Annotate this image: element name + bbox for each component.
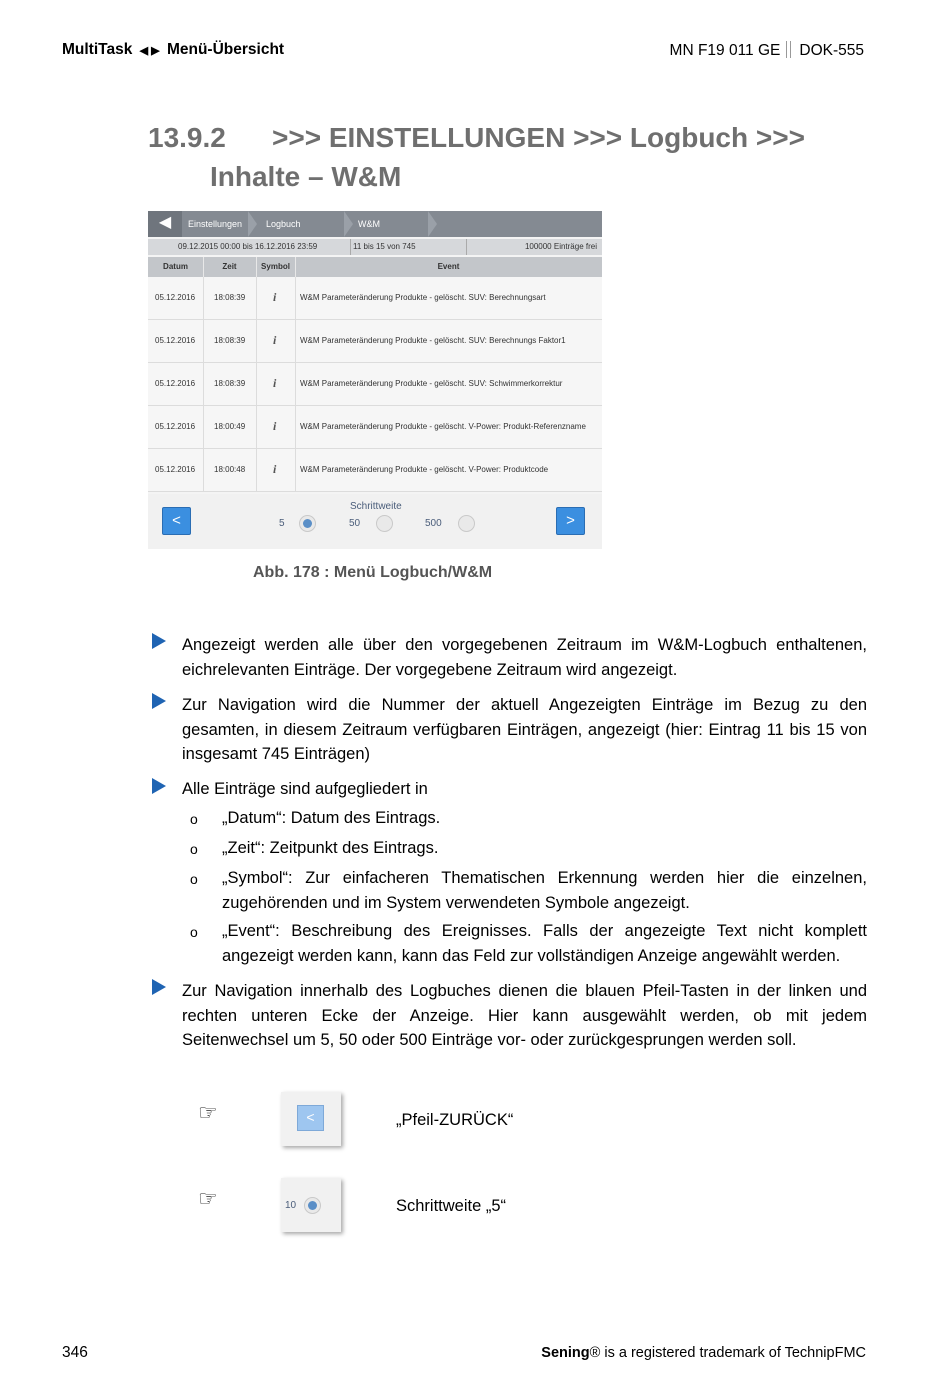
example-label: Schrittweite „5“ bbox=[396, 1197, 507, 1215]
step-option-label: 5 bbox=[279, 518, 285, 529]
table-row[interactable] bbox=[148, 363, 602, 406]
example-radio-image bbox=[281, 1178, 341, 1232]
separator bbox=[786, 41, 791, 58]
bullet-triangle-icon bbox=[152, 778, 166, 794]
date-range: 09.12.2015 00:00 bis 16.12.2016 23:59 bbox=[178, 242, 318, 251]
info-icon: i bbox=[273, 290, 277, 304]
bullet-text: Zur Navigation wird die Nummer der aktuell Angezeigten Einträge im Bezug zu den gesamten, in diesem Zeitraum verfügbaren Einträgen, angezeigt (hier: Eintrag 11 bis 15 von insgesamt 745 Einträgen) bbox=[182, 696, 867, 763]
breadcrumb-item[interactable]: W&M bbox=[358, 219, 380, 229]
sub-bullet-marker: o bbox=[190, 924, 198, 940]
sub-bullet-marker: o bbox=[190, 811, 198, 827]
example-back-button: < bbox=[297, 1105, 324, 1131]
bullet-triangle-icon bbox=[152, 693, 166, 709]
free-entries: 100000 Einträge frei bbox=[524, 242, 597, 251]
col-zeit: Zeit bbox=[222, 262, 237, 271]
trademark-notice bbox=[541, 1345, 866, 1361]
app-name: MultiTask bbox=[62, 41, 133, 58]
pointing-hand-icon: ☞ bbox=[198, 1186, 218, 1211]
breadcrumb-item[interactable]: Logbuch bbox=[266, 219, 301, 229]
col-event: Event bbox=[437, 262, 460, 271]
section-name: Menü-Übersicht bbox=[166, 41, 285, 58]
step-option-label: 500 bbox=[425, 518, 442, 529]
example-label: „Pfeil-ZURÜCK“ bbox=[396, 1111, 514, 1129]
cell-zeit: 18:00:49 bbox=[214, 422, 246, 431]
example-radio-value: 10 bbox=[285, 1200, 297, 1211]
trademark-text: ® is a registered trademark of TechnipFMC bbox=[589, 1345, 866, 1361]
example-back-button-image bbox=[281, 1092, 341, 1146]
logbook-screenshot bbox=[148, 211, 602, 549]
table-header bbox=[148, 257, 602, 277]
col-symbol: Symbol bbox=[261, 262, 290, 271]
bullet-text: Alle Einträge sind aufgegliedert in bbox=[182, 780, 428, 798]
figure-caption: Abb. 178 : Menü Logbuch/W&M bbox=[253, 564, 493, 581]
cell-event[interactable]: W&M Parameteränderung Produkte - gelöscht. V-Power: Produktcode bbox=[300, 465, 549, 474]
info-icon: i bbox=[273, 333, 277, 347]
prev-page-button[interactable]: < bbox=[162, 507, 191, 535]
sub-bullet-text: „Event“: Beschreibung des Ereignisses. Falls der angezeigte Text nicht komplett angezeigt werden kann, kann das Feld zur vollständigen Anzeige angewählt werden. bbox=[222, 922, 867, 965]
table-row[interactable] bbox=[148, 406, 602, 449]
page-number: 346 bbox=[62, 1344, 88, 1361]
info-icon: i bbox=[273, 462, 277, 476]
info-bar bbox=[148, 239, 602, 255]
cell-event[interactable]: W&M Parameteränderung Produkte - gelöscht. V-Power: Produkt-Referenzname bbox=[300, 422, 586, 431]
section-number: 13.9.2 bbox=[148, 122, 226, 153]
nav-arrows-icon: ◀ ▶ bbox=[139, 45, 160, 57]
breadcrumb bbox=[148, 211, 602, 237]
cell-datum: 05.12.2016 bbox=[155, 465, 196, 474]
table-row[interactable] bbox=[148, 449, 602, 492]
cell-datum: 05.12.2016 bbox=[155, 379, 196, 388]
cell-datum: 05.12.2016 bbox=[155, 336, 196, 345]
doc-code: DOK-555 bbox=[799, 42, 864, 59]
section-title-line2: Inhalte – W&M bbox=[210, 161, 402, 192]
cell-zeit: 18:08:39 bbox=[214, 293, 246, 302]
brand-name: Sening bbox=[541, 1345, 590, 1361]
col-datum: Datum bbox=[163, 262, 188, 271]
cell-zeit: 18:00:48 bbox=[214, 465, 246, 474]
cell-event[interactable]: W&M Parameteränderung Produkte - gelöscht. SUV: Berechnungs Faktor1 bbox=[300, 336, 566, 345]
bullet-text: Angezeigt werden alle über den vorgegebenen Zeitraum im W&M-Logbuch enthaltenen, eichrelevanten Einträge. Der vorgegebene Zeitraum wird angezeigt. bbox=[182, 636, 867, 679]
info-icon: i bbox=[273, 376, 277, 390]
sub-bullet-text: „Zeit“: Zeitpunkt des Eintrags. bbox=[222, 839, 439, 857]
bullet-text: Zur Navigation innerhalb des Logbuches dienen die blauen Pfeil-Tasten in der linken und rechten unteren Ecke der Anzeige. Hier kann ausgewählt werden, ob mit jedem Seitenwechsel um 5, 50 oder 500 Einträge vor- oder zurückgesprungen werden soll. bbox=[182, 982, 867, 1049]
table-row[interactable] bbox=[148, 277, 602, 320]
step-radio-50[interactable] bbox=[376, 515, 393, 532]
section-title: >>> EINSTELLUNGEN >>> Logbuch >>> bbox=[272, 122, 805, 153]
step-label: Schrittweite bbox=[350, 501, 402, 512]
bullet-triangle-icon bbox=[152, 979, 166, 995]
breadcrumb-item[interactable]: Einstellungen bbox=[188, 219, 243, 229]
sub-bullet-marker: o bbox=[190, 841, 198, 857]
back-arrow-icon[interactable]: ◀ bbox=[148, 211, 182, 237]
cell-event[interactable]: W&M Parameteränderung Produkte - gelöscht. SUV: Schwimmerkorrektur bbox=[300, 379, 563, 388]
chevron-right-icon bbox=[428, 211, 437, 237]
cell-event[interactable]: W&M Parameteränderung Produkte - gelöscht. SUV: Berechnungsart bbox=[300, 293, 546, 302]
cell-zeit: 18:08:39 bbox=[214, 336, 246, 345]
sub-bullet-text: „Datum“: Datum des Eintrags. bbox=[222, 809, 441, 827]
pointing-hand-icon: ☞ bbox=[198, 1100, 218, 1125]
navigation-bar bbox=[148, 494, 602, 549]
bullet-triangle-icon bbox=[152, 633, 166, 649]
cell-zeit: 18:08:39 bbox=[214, 379, 246, 388]
chevron-right-icon bbox=[248, 211, 257, 237]
step-radio-5[interactable] bbox=[299, 515, 316, 532]
sub-bullet-text: „Symbol“: Zur einfacheren Thematischen Erkennung werden hier die einzelnen, zugehörenden und im System verwendeten Symbole angezeigt. bbox=[222, 869, 867, 912]
next-page-button[interactable]: > bbox=[556, 507, 585, 535]
cell-datum: 05.12.2016 bbox=[155, 293, 196, 302]
entry-count: 11 bis 15 von 745 bbox=[353, 242, 416, 251]
step-radio-500[interactable] bbox=[458, 515, 475, 532]
header-right bbox=[670, 41, 864, 60]
sub-bullet-marker: o bbox=[190, 871, 198, 887]
example-radio bbox=[304, 1197, 321, 1214]
chevron-right-icon bbox=[344, 211, 353, 237]
info-icon: i bbox=[273, 419, 277, 433]
cell-datum: 05.12.2016 bbox=[155, 422, 196, 431]
doc-number: MN F19 011 GE bbox=[669, 42, 781, 59]
header-left bbox=[62, 41, 284, 59]
step-option-label: 50 bbox=[349, 518, 361, 529]
table-row[interactable] bbox=[148, 320, 602, 363]
